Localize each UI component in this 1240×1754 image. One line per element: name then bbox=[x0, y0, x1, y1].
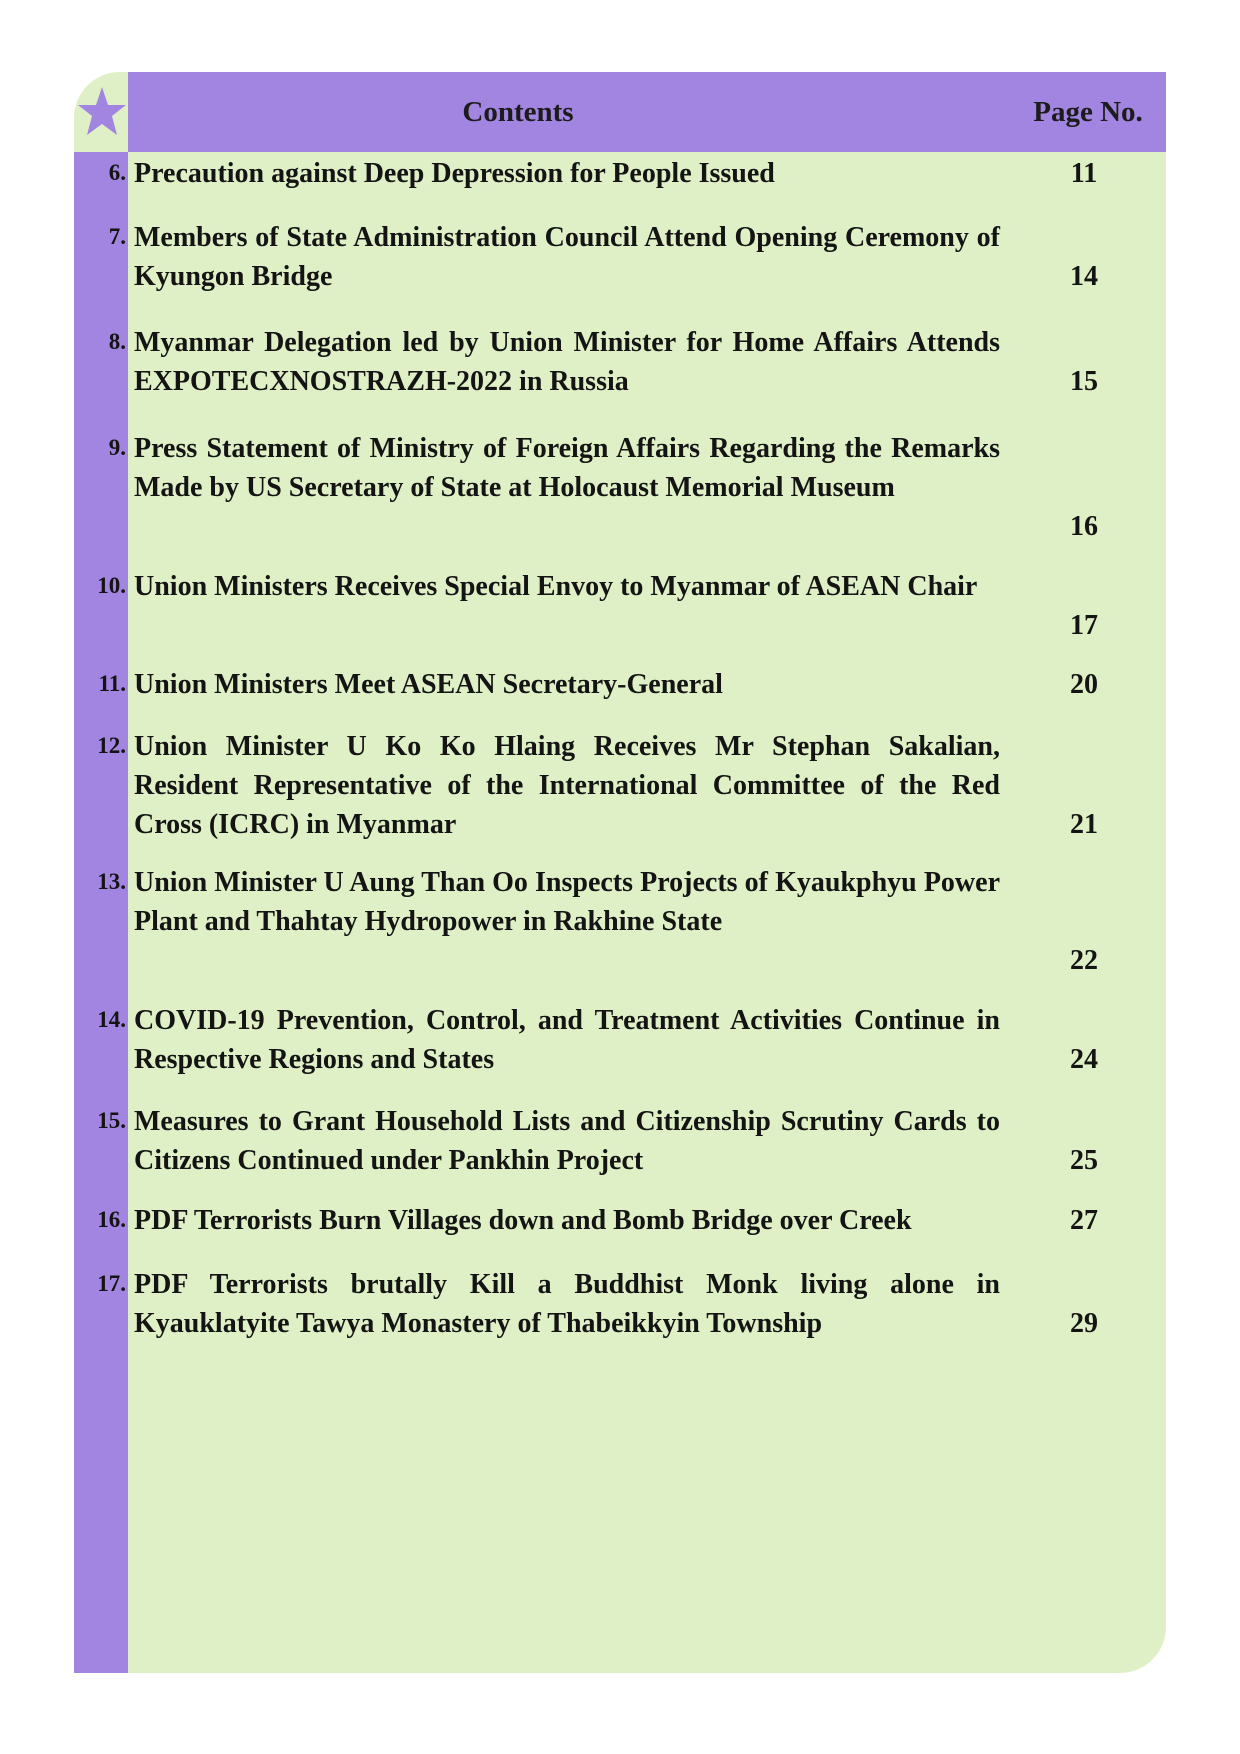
left-accent-strip bbox=[74, 152, 128, 1673]
entry-page-number[interactable]: 24 bbox=[1070, 1044, 1098, 1075]
entry-title[interactable]: Myanmar Delegation led by Union Minister for Home Affairs Attends EXPOTECXNOSTRAZH-2022 in Russia bbox=[134, 327, 1000, 397]
entry-page-number[interactable]: 20 bbox=[1070, 669, 1098, 700]
entry-number: 12. bbox=[97, 733, 126, 758]
entry-number: 9. bbox=[108, 435, 126, 460]
entry-page-number[interactable]: 25 bbox=[1070, 1145, 1098, 1176]
entry-title[interactable]: COVID-19 Prevention, Control, and Treatment Activities Continue in Respective Regions and States bbox=[134, 1005, 1000, 1075]
entry-page-number[interactable]: 21 bbox=[1070, 809, 1098, 840]
entry-title[interactable]: Union Ministers Meet ASEAN Secretary-General bbox=[134, 669, 723, 700]
entry-number: 16. bbox=[97, 1207, 126, 1232]
contents-panel bbox=[74, 72, 1166, 1673]
entry-number: 10. bbox=[97, 573, 126, 598]
entry-number: 7. bbox=[108, 224, 126, 249]
entry-number: 14. bbox=[97, 1007, 126, 1032]
star-icon bbox=[77, 83, 127, 141]
entry-page-number[interactable]: 16 bbox=[1070, 511, 1098, 542]
page-no-heading: Page No. bbox=[1033, 96, 1143, 128]
contents-heading: Contents bbox=[462, 96, 574, 128]
entry-title[interactable]: Union Minister U Aung Than Oo Inspects Projects of Kyaukphyu Power Plant and Thahtay Hydropower in Rakhine State bbox=[134, 867, 1000, 937]
entry-page-number[interactable]: 15 bbox=[1070, 366, 1098, 397]
entry-title[interactable]: Press Statement of Ministry of Foreign Affairs Regarding the Remarks Made by US Secretary of State at Holocaust Memorial Museum bbox=[134, 433, 1000, 503]
entry-number: 13. bbox=[97, 869, 126, 894]
entry-title[interactable]: Members of State Administration Council Attend Opening Ceremony of Kyungon Bridge bbox=[134, 222, 1000, 292]
entry-number: 6. bbox=[108, 160, 126, 185]
entry-page-number[interactable]: 27 bbox=[1070, 1205, 1098, 1236]
entry-page-number[interactable]: 22 bbox=[1070, 945, 1098, 976]
entry-title[interactable]: Measures to Grant Household Lists and Citizenship Scrutiny Cards to Citizens Continued under Pankhin Project bbox=[134, 1106, 1000, 1176]
entry-number: 15. bbox=[97, 1108, 126, 1133]
entry-page-number[interactable]: 11 bbox=[1070, 158, 1098, 189]
entry-title[interactable]: Union Minister U Ko Ko Hlaing Receives Mr Stephan Sakalian, Resident Representative of the International Committee of the Red Cross (ICRC) in Myanmar bbox=[134, 731, 1000, 840]
entry-title[interactable]: PDF Terrorists Burn Villages down and Bomb Bridge over Creek bbox=[134, 1205, 912, 1236]
entry-number: 11. bbox=[98, 671, 126, 696]
entry-number: 8. bbox=[108, 329, 126, 354]
entry-page-number[interactable]: 14 bbox=[1070, 261, 1098, 292]
entry-page-number[interactable]: 17 bbox=[1070, 610, 1098, 641]
entry-page-number[interactable]: 29 bbox=[1070, 1308, 1098, 1339]
entry-title[interactable]: Precaution against Deep Depression for People Issued bbox=[134, 158, 775, 189]
entry-title[interactable]: PDF Terrorists brutally Kill a Buddhist Monk living alone in Kyauklatyite Tawya Monastery of Thabeikkyin Township bbox=[134, 1269, 1000, 1339]
entry-number: 17. bbox=[97, 1271, 126, 1296]
entry-title[interactable]: Union Ministers Receives Special Envoy to Myanmar of ASEAN Chair bbox=[134, 571, 978, 602]
